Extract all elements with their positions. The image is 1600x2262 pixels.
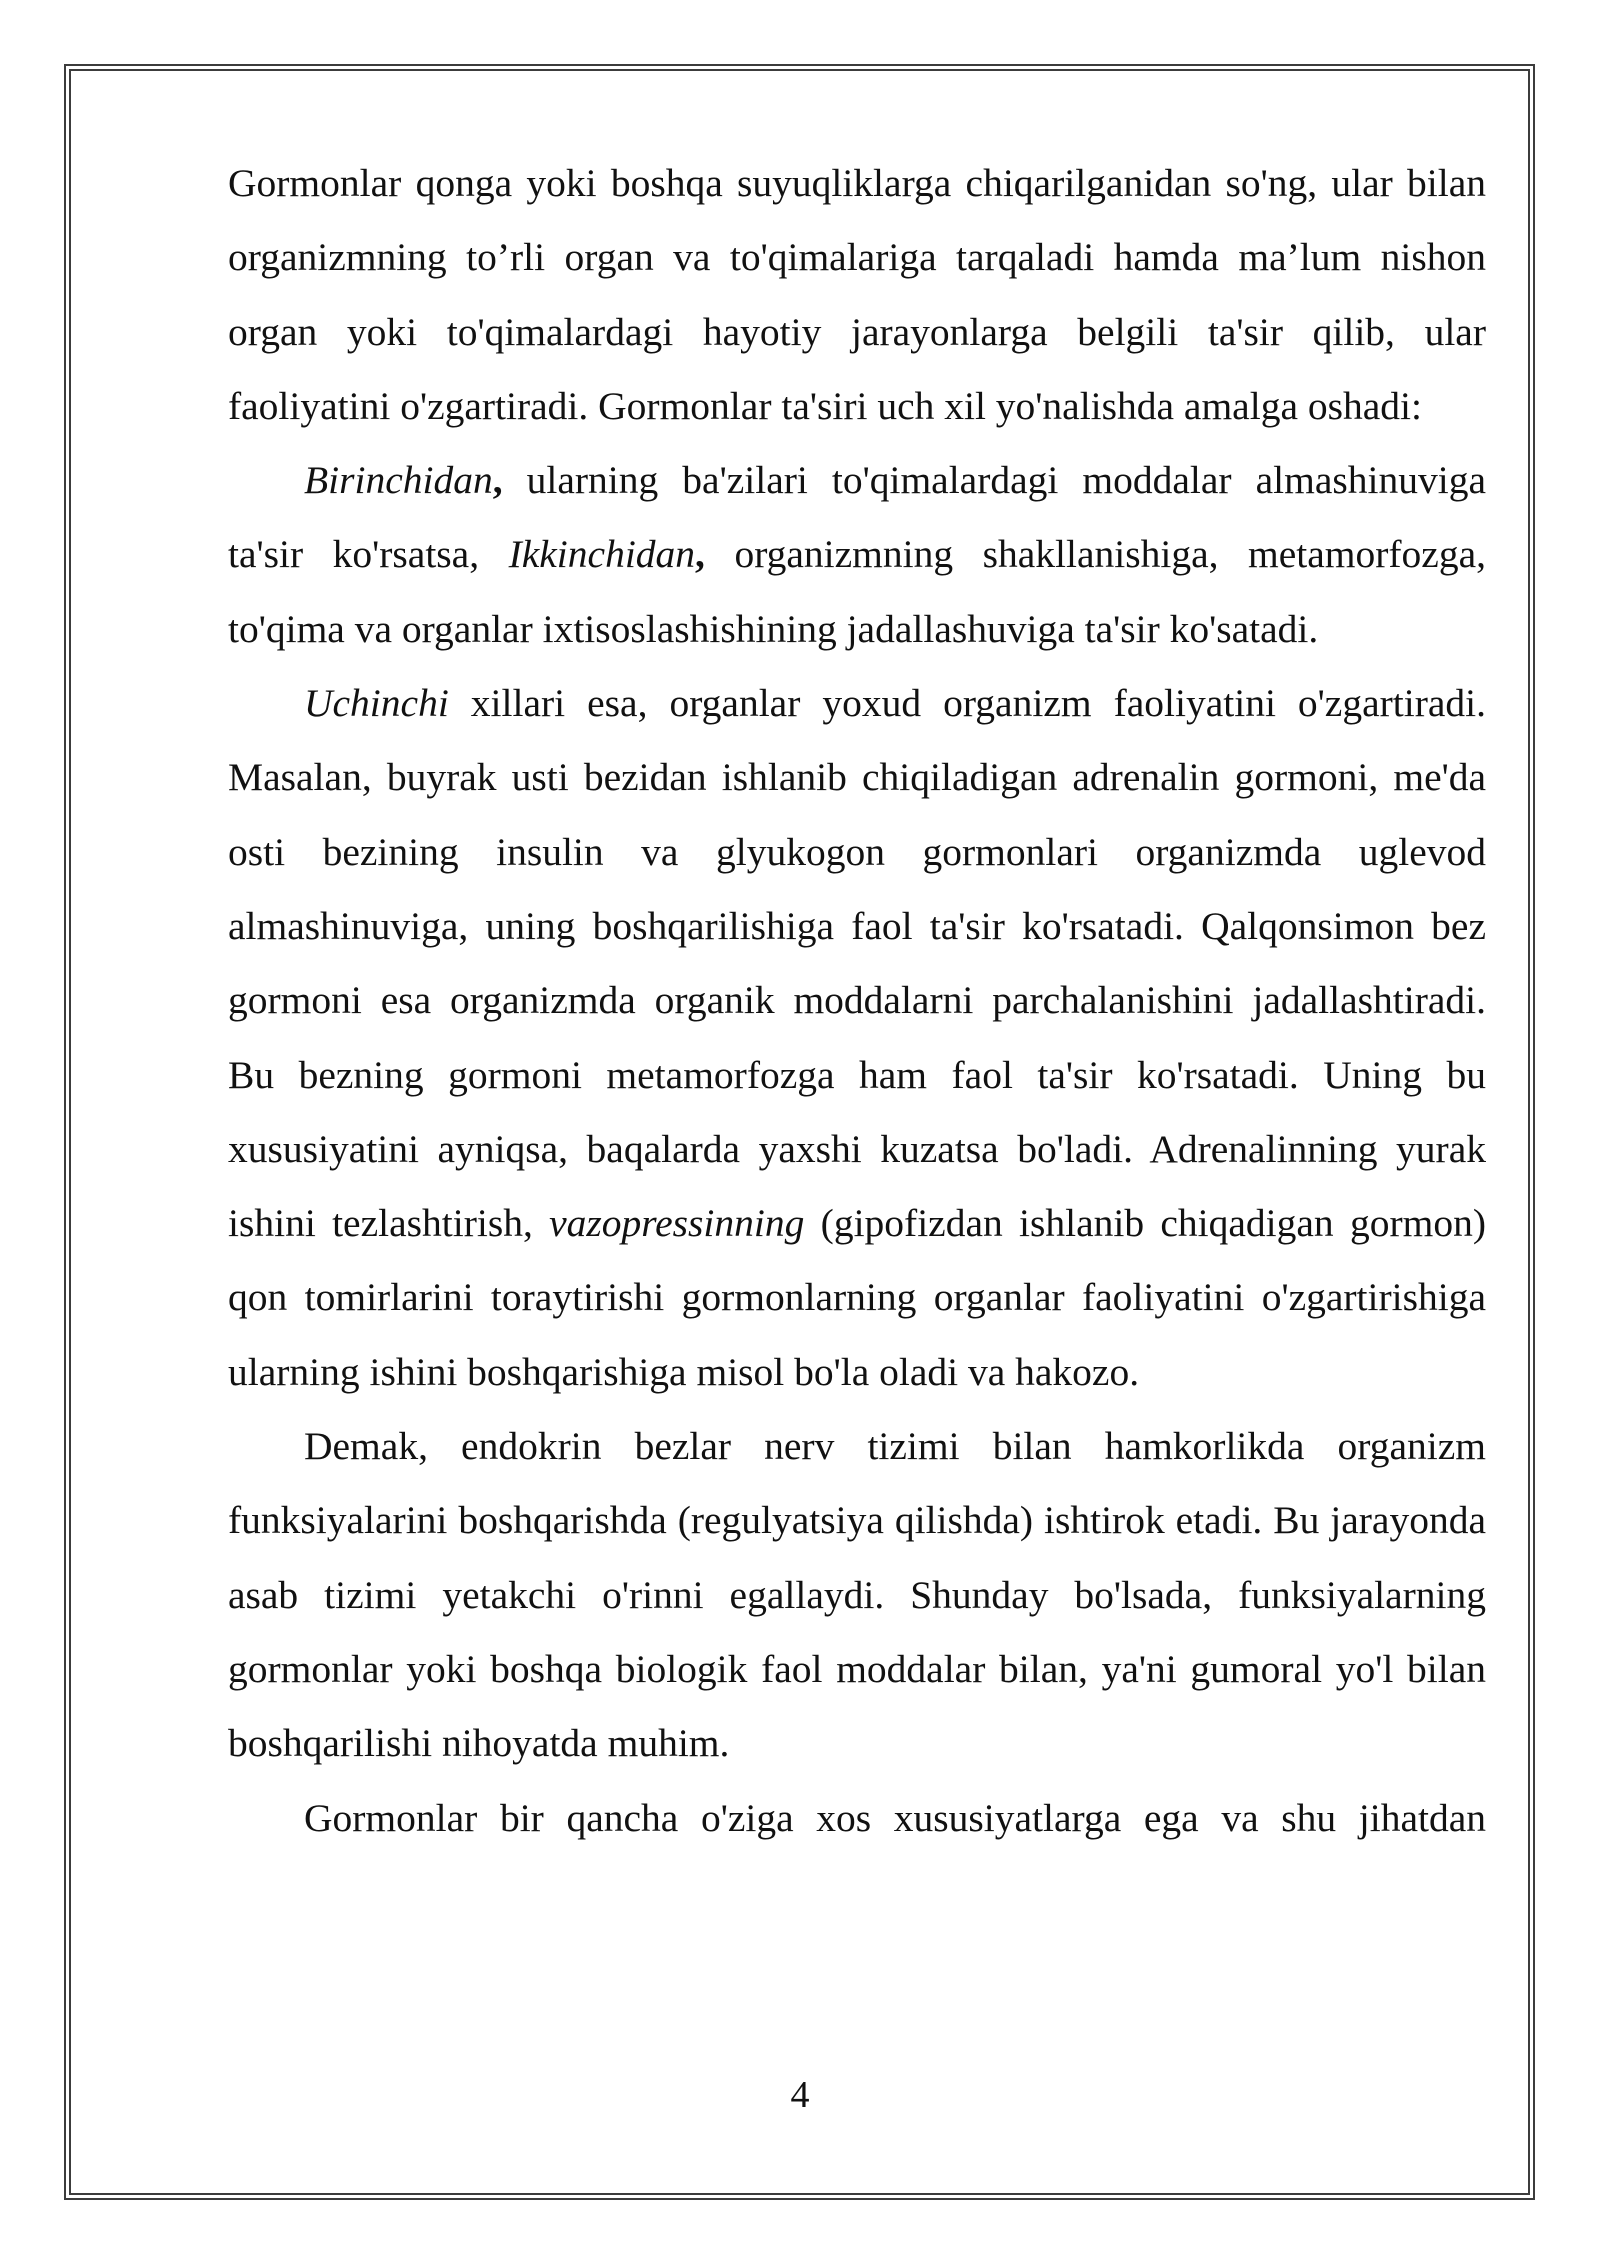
comma-bold: , bbox=[492, 458, 503, 503]
paragraph-3-text-a: xillari esa, organlar yoxud organizm faoliyatini o'zgartiradi. Masalan, buyrak usti bezidan ishlanib chiqiladigan adrenalin gormoni, me'da osti bezining insulin va glyukogon gormonlari organizmda uglevod almashinuviga, uning boshqarilishiga faol ta'sir ko'rsatadi. Qalqonsimon bez gormoni esa organizmda organik moddalarni parchalanishini jadallashtiradi. Bu bezning gormoni metamorfozga ham faol ta'sir ko'rsatadi. Uning bu xususiyatini ayniqsa, baqalarda yaxshi kuzatsa bo'ladi. Adrenalinning yurak ishini tezlashtirish, bbox=[228, 681, 1486, 1246]
paragraph-4-text: Demak, endokrin bezlar nerv tizimi bilan hamkorlikda organizm funksiyalarini boshqarishda (regulyatsiya qilishda) ishtirok etadi. Bu jarayonda asab tizimi yetakchi o'rinni egallaydi. Shunday bo'lsada, funksiyalarning gormonlar yoki boshqa biologik faol moddalar bilan, ya'ni gumoral yo'l bilan boshqarilishi nihoyatda muhim. bbox=[228, 1424, 1486, 1766]
paragraph-5-text: Gormonlar bir qancha o'ziga xos xususiyatlarga ega va shu jihatdan bbox=[304, 1795, 1486, 1840]
term-birinchidan: Birinchidan bbox=[304, 458, 493, 503]
paragraph-5 bbox=[228, 1781, 1486, 1855]
paragraph-1-text: Gormonlar qonga yoki boshqa suyuqliklarga chiqarilganidan so'ng, ular bilan organizmning to’rli organ va to'qimalariga tarqaladi hamda ma’lum nishon organ yoki to'qimalardagi hayotiy jarayonlarga belgili ta'sir qilib, ular faoliyatini o'zgartiradi. Gormonlar ta'siri uch xil yo'nalishda amalga oshadi: bbox=[228, 161, 1486, 428]
paragraph-2 bbox=[228, 443, 1486, 666]
body-text bbox=[228, 146, 1486, 1855]
term-ikkinchidan: Ikkinchidan bbox=[508, 532, 696, 577]
paragraph-3-text-b: (gipofizdan ishlanib chiqadigan gormon) qon tomirlarini toraytirishi gormonlarning organlar faoliyatini o'zgartirishiga ularning ishini boshqarishiga misol bo'la oladi va hakozo. bbox=[228, 1201, 1486, 1394]
paragraph-3 bbox=[228, 666, 1486, 1409]
page-number: 4 bbox=[790, 2074, 810, 2116]
paragraph-4 bbox=[228, 1409, 1486, 1780]
paragraph-2-text-a: ularning ba'zilari to'qimalardagi moddalar almashinuviga ta'sir ko'rsatsa, bbox=[228, 458, 1486, 577]
comma-bold: , bbox=[695, 532, 705, 577]
term-vazopressinning: vazopressinning bbox=[549, 1201, 805, 1246]
paragraph-1 bbox=[228, 146, 1486, 443]
paragraph-2-text-b: organizmning shakllanishiga, metamorfozga, to'qima va organlar ixtisoslashishining jadallashuviga ta'sir ko'satadi. bbox=[228, 532, 1486, 651]
term-uchinchi: Uchinchi bbox=[304, 681, 449, 726]
